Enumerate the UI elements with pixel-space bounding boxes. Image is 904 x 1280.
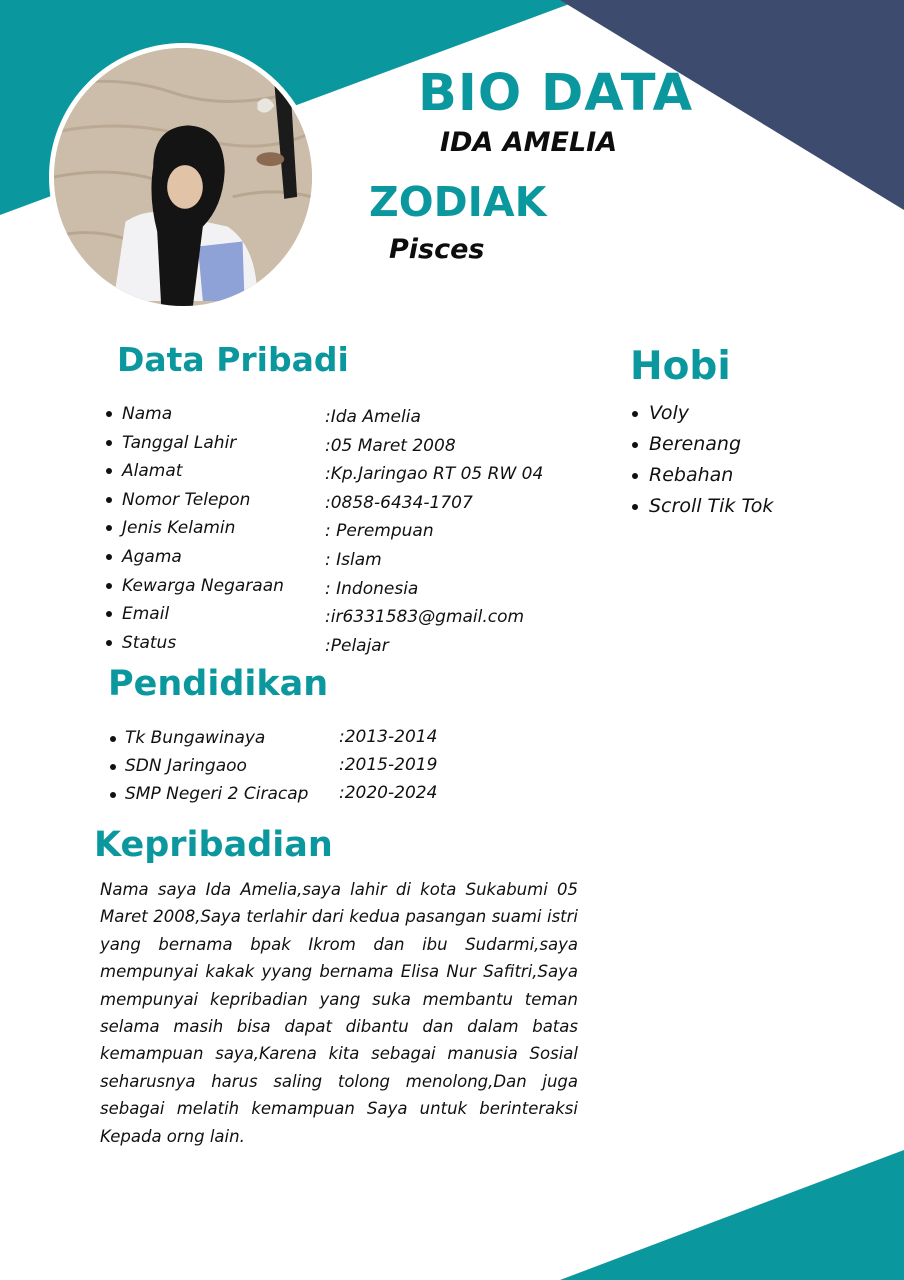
list-item (104, 514, 604, 543)
item-value: :0858-6434-1707 (325, 492, 473, 513)
list-item (104, 629, 604, 658)
school-name: SMP Negeri 2 Ciracap (125, 784, 309, 804)
item-value: :Pelajar (325, 635, 389, 656)
item-value: : Indonesia (325, 578, 419, 599)
item-value: :Ida Amelia (325, 407, 421, 427)
item-label: Nomor Telepon (122, 489, 251, 510)
pendidikan-heading: Pendidikan (108, 664, 329, 704)
list-item (108, 780, 508, 808)
pendidikan-list (108, 724, 508, 808)
list-item (104, 600, 604, 629)
person-name: IDA AMELIA (440, 127, 618, 158)
school-name: SDN Jaringaoo (125, 756, 247, 776)
profile-photo-icon (54, 48, 312, 306)
item-value: : Perempuan (325, 521, 434, 542)
item-label: Nama (122, 404, 173, 424)
item-label: Jenis Kelamin (122, 518, 236, 539)
hobby-item: Voly (630, 398, 890, 429)
data-pribadi-heading: Data Pribadi (117, 340, 349, 379)
item-label: Tanggal Lahir (122, 432, 237, 453)
school-years: :2015-2019 (339, 755, 438, 775)
hobby-item: Rebahan (630, 460, 890, 491)
item-label: Status (122, 632, 177, 653)
item-value: : Islam (325, 549, 382, 570)
list-item (104, 400, 604, 429)
item-label: Alamat (122, 461, 183, 482)
zodiac-heading: ZODIAK (369, 178, 547, 226)
kepribadian-paragraph: Nama saya Ida Amelia,saya lahir di kota Sukabumi 05 Maret 2008,Saya terlahir dari kedua pasangan suami istri yang bernama bpak Ikrom dan ibu Sudarmi,saya mempunyai kakak yyang bernama Elisa Nur Safitri,Saya mempunyai kepribadian yang suka membantu teman selama masih bisa dapat dibantu dan dalam batas kemampuan saya,Karena kita sebagai manusia Sosial seharusnya harus saling tolong menolong,Dan juga sebagai melatih kemampuan Saya untuk berinteraksi Kepada orng lain. (100, 880, 578, 1146)
profile-photo (49, 43, 317, 311)
school-name: Tk Bungawinaya (125, 728, 266, 748)
hobby-item: Scroll Tik Tok (630, 491, 890, 522)
kepribadian-heading: Kepribadian (94, 825, 333, 865)
school-years: :2013-2014 (339, 727, 438, 747)
data-pribadi-list (104, 400, 604, 657)
list-item (104, 543, 604, 572)
list-item (104, 429, 604, 458)
item-label: Kewarga Negaraan (122, 575, 284, 596)
item-label: Agama (122, 546, 182, 567)
bottom-right-teal-shape (560, 1150, 904, 1280)
list-item (104, 457, 604, 486)
list-item (104, 572, 604, 601)
hobi-list (630, 398, 890, 522)
item-value: :Kp.Jaringao RT 05 RW 04 (325, 464, 544, 485)
item-label: Email (122, 604, 170, 625)
zodiac-value: Pisces (389, 234, 485, 265)
item-value: :ir6331583@gmail.com (325, 607, 525, 628)
list-item (108, 724, 508, 752)
school-years: :2020-2024 (339, 783, 438, 803)
page-title: BIO DATA (418, 64, 694, 123)
hobby-item: Berenang (630, 429, 890, 460)
item-value: :05 Maret 2008 (325, 435, 456, 456)
hobi-heading: Hobi (630, 344, 731, 389)
list-item (108, 752, 508, 780)
list-item (104, 486, 604, 515)
